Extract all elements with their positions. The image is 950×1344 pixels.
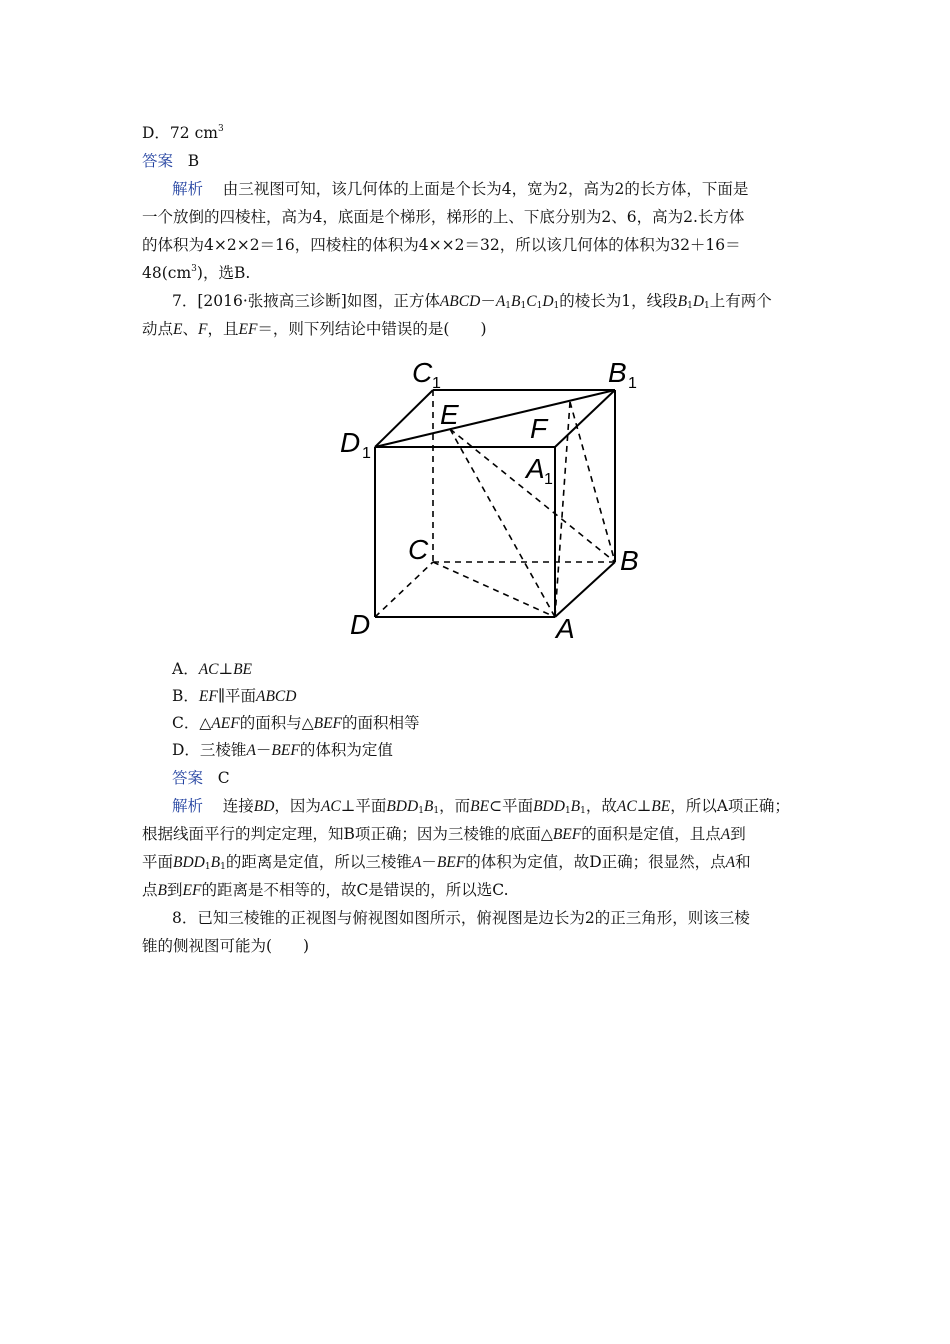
answer-label: 答案 — [142, 152, 174, 170]
label-c: C — [408, 534, 429, 565]
q7-analysis-line-1: 解析 连接BD，因为AC⊥平面$BDD_1B_1$，而BE⊂平面$BDD_1B_1$，故AC⊥BE，所以A项正确； — [172, 797, 790, 816]
q7-analysis-line-3: 平面$BDD_1B_1$的距离是定值，所以三棱锥A－BEF的体积为定值，故D正确；很显然，点A和 — [142, 853, 751, 872]
q8-line-1: 8．已知三棱锥的正视图与俯视图如图所示，俯视图是边长为2的正三角形，则该三棱 — [172, 909, 750, 927]
segment-f-b — [570, 402, 615, 562]
label-b: B — [620, 545, 639, 576]
q7-analysis-line-4: 点B到EF的距离是不相等的，故C是错误的，所以选C. — [142, 881, 509, 899]
label-a: A — [556, 613, 575, 644]
analysis-line-3: 的体积为4×2×2＝16，四棱柱的体积为4××2＝32，所以该几何体的体积为32＋16＝ — [142, 236, 741, 254]
label-d: D — [350, 609, 371, 640]
q7-answer: 答案 C — [172, 769, 230, 787]
segment-e-b — [450, 429, 615, 562]
diagonal-c-a — [433, 562, 555, 617]
q7-option-d: D．三棱锥A－BEF的体积为定值 — [172, 741, 393, 759]
analysis-line-2: 一个放倒的四棱柱，高为4，底面是个梯形，梯形的上、下底分别为2、6，高为2.长方体 — [142, 208, 745, 226]
label-f: F — [530, 413, 548, 444]
analysis-label: 解析 — [172, 180, 204, 198]
answer-label: 答案 — [172, 769, 204, 787]
analysis-line-1: 解析 由三视图可知，该几何体的上面是个长为4，宽为2，高为2的长方体，下面是 — [172, 180, 749, 198]
q7-line-1: 7．[2016·张掖高三诊断]如图，正方体$ABCD-A_1B_1C_1D_1$的棱长为1，线段$B_1D_1$上有两个 — [172, 292, 772, 311]
label-e: E — [440, 399, 459, 430]
label-c1: C — [412, 357, 433, 388]
label-b1: B — [608, 357, 627, 388]
label-a1: A — [526, 453, 545, 484]
analysis-label: 解析 — [172, 797, 204, 815]
q7-option-a: A．AC⊥BE — [172, 660, 253, 678]
label-b1-sub: 1 — [628, 375, 637, 392]
hidden-edge-d-c — [375, 562, 433, 617]
label-a1-sub: 1 — [544, 471, 553, 488]
q7-line-2: 动点E、F，且EF＝，则下列结论中错误的是( ) — [142, 320, 487, 338]
edge-d1-c1 — [375, 390, 433, 447]
answer-line: 答案 B — [142, 152, 200, 170]
label-d1: D — [340, 427, 361, 458]
edge-a-b — [555, 562, 615, 617]
segment-d1-b1 — [375, 390, 615, 447]
q7-option-c: C．△AEF的面积与△BEF的面积相等 — [172, 714, 420, 732]
q7-option-b: B．EF∥平面ABCD — [172, 687, 297, 705]
option-d: D．72 $cm^3$ — [142, 124, 224, 142]
cube-figure — [330, 352, 660, 644]
analysis-line-4: $48(cm^3)$，选B. — [142, 264, 251, 282]
label-d1-sub: 1 — [362, 445, 371, 462]
label-c1-sub: 1 — [432, 375, 441, 392]
q8-line-2: 锥的侧视图可能为( ) — [142, 937, 310, 955]
q7-analysis-line-2: 根据线面平行的判定定理，知B项正确；因为三棱锥的底面△BEF的面积是定值，且点A到 — [142, 825, 746, 843]
edge-a1-b1 — [555, 390, 615, 447]
